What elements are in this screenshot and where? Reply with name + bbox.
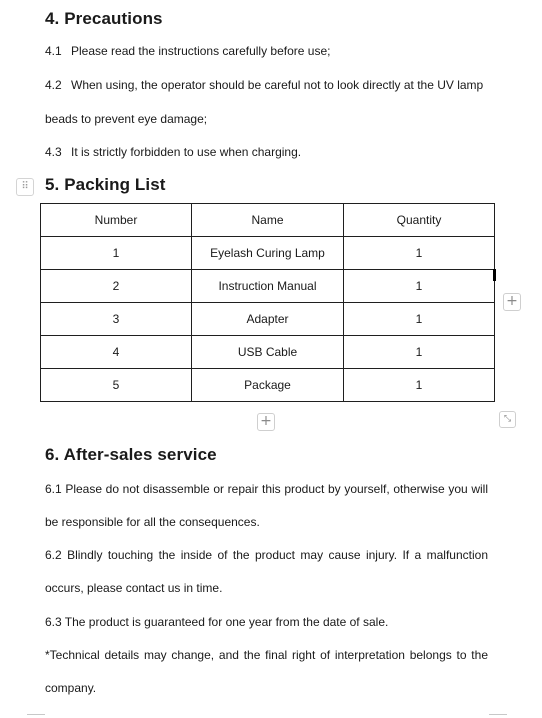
column-header-name[interactable]: Name [192,204,344,237]
table-cell[interactable]: Eyelash Curing Lamp [192,237,344,270]
precaution-number: 4.2 [45,78,62,92]
table-cell[interactable]: 2 [41,270,192,303]
paragraph-line: occurs, please contact us in time. [45,581,223,595]
section-heading-precautions: 4. Precautions [45,9,163,28]
column-resize-cursor [493,269,496,281]
section-heading-after-sales: 6. After-sales service [45,445,217,464]
column-header-number[interactable]: Number [41,204,192,237]
paragraph-line: *Technical details may change, and the final right of interpretation belongs to the [45,648,488,662]
table-cell[interactable]: 1 [344,369,495,402]
table-cell[interactable]: 3 [41,303,192,336]
paragraph-line: 6.1 Please do not disassemble or repair this product by yourself, otherwise you will [45,482,488,496]
table-cell[interactable]: 1 [344,303,495,336]
precaution-text: It is strictly forbidden to use when charging. [71,145,302,159]
table-cell[interactable]: 1 [41,237,192,270]
table-row [41,237,495,270]
table-cell[interactable]: 1 [344,237,495,270]
table-row [41,336,495,369]
section-heading-packing-list: 5. Packing List [45,175,166,194]
table-cell[interactable]: 1 [344,336,495,369]
precaution-text: When using, the operator should be careful not to look directly at the UV lamp [71,78,484,92]
paragraph-line: company. [45,681,97,695]
precaution-continuation: beads to prevent eye damage; [45,112,208,126]
page-edge-marker [27,714,45,715]
table-cell[interactable]: 4 [41,336,192,369]
page-edge-marker [489,714,507,715]
paragraph-line: 6.3 The product is guaranteed for one year from the date of sale. [45,615,389,629]
precaution-item [45,78,483,92]
resize-table-icon[interactable]: ⤡ [499,411,516,428]
packing-list-table [40,203,495,402]
table-cell[interactable]: Adapter [192,303,344,336]
table-row [41,303,495,336]
precaution-item [45,44,330,58]
add-row-button[interactable]: + [257,413,275,431]
table-cell[interactable]: Package [192,369,344,402]
column-header-quantity[interactable]: Quantity [344,204,495,237]
table-row [41,369,495,402]
table-header-row [41,204,495,237]
precaution-text: Please read the instructions carefully before use; [71,44,331,58]
table-cell[interactable]: Instruction Manual [192,270,344,303]
add-column-button[interactable]: + [503,293,521,311]
paragraph-line: be responsible for all the consequences. [45,515,260,529]
drag-handle-icon[interactable]: ⠿ [16,178,34,196]
precaution-number: 4.1 [45,44,62,58]
table-cell[interactable]: 5 [41,369,192,402]
precaution-number: 4.3 [45,145,62,159]
precaution-item [45,145,301,159]
table-row [41,270,495,303]
table-cell[interactable]: 1 [344,270,495,303]
paragraph-line: 6.2 Blindly touching the inside of the product may cause injury. If a malfunction [45,548,488,562]
table-cell[interactable]: USB Cable [192,336,344,369]
